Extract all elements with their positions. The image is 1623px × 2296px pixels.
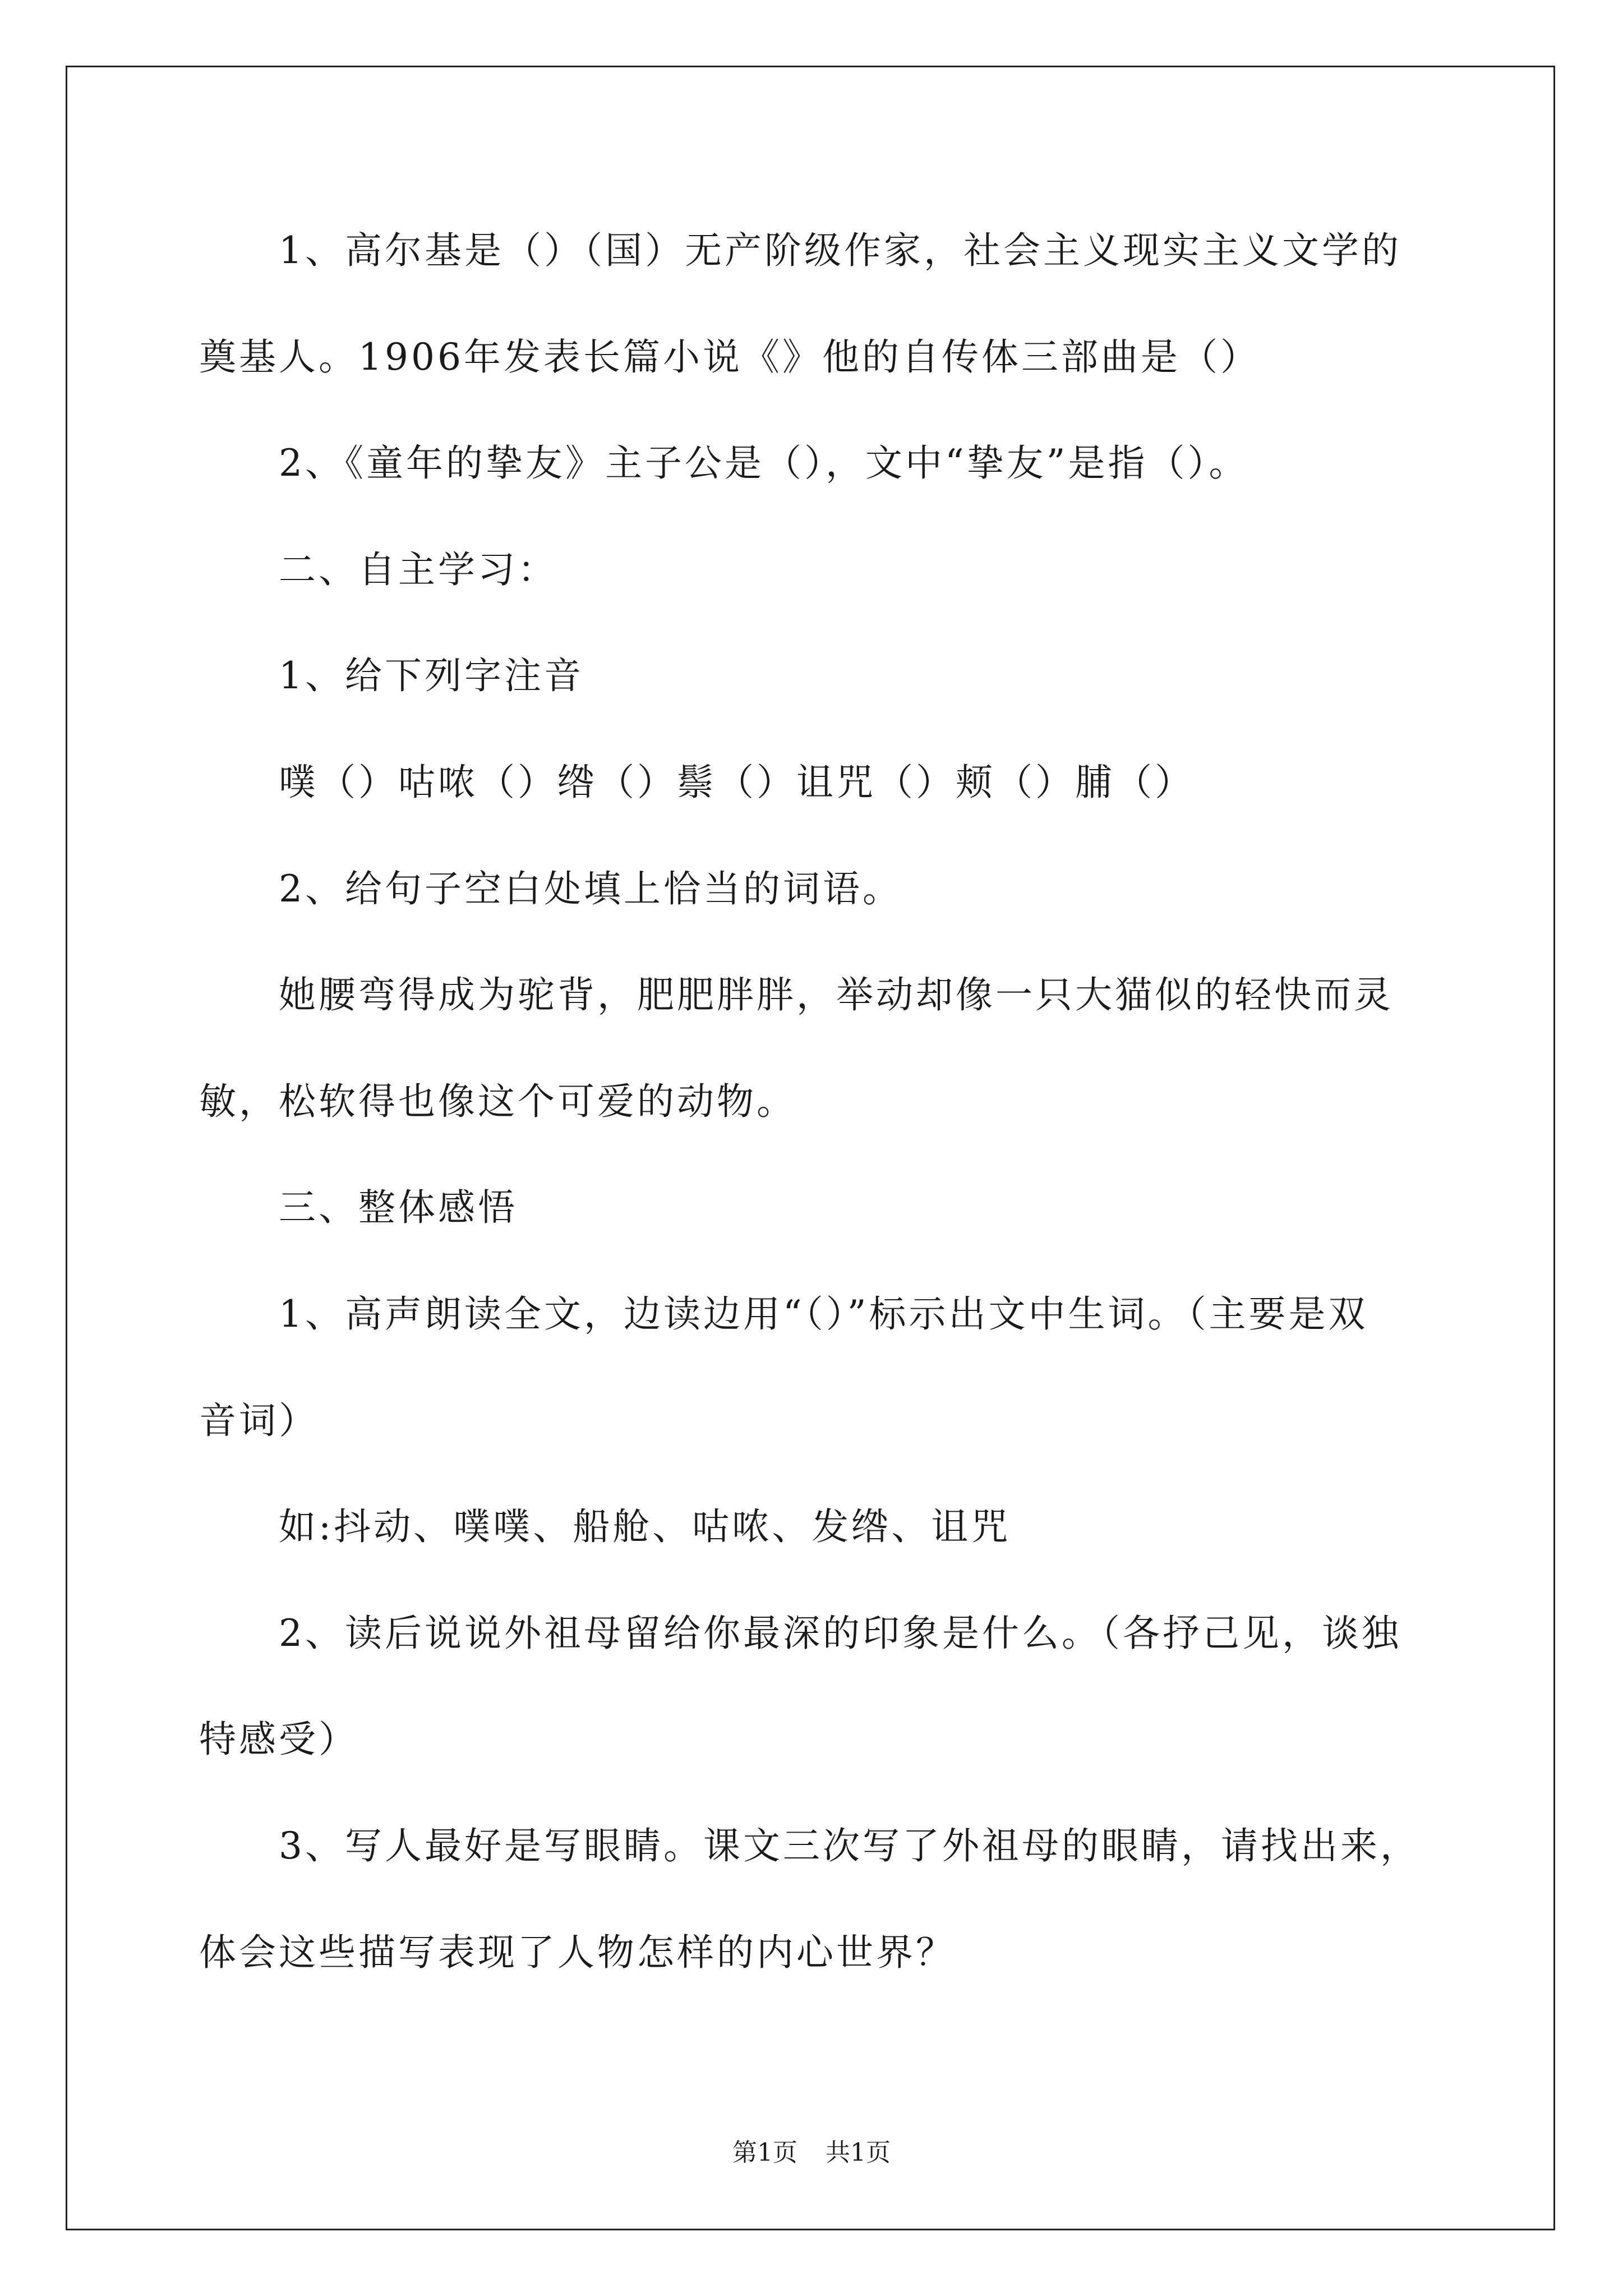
- page-number: 第1页: [732, 2138, 797, 2167]
- text-line-2: 奠基人。1906年发表长篇小说《》他的自传体三部曲是（）: [199, 335, 1260, 379]
- page-border: [66, 66, 1555, 2230]
- text-line-17: 体会这些描写表现了人物怎样的内心世界？: [199, 1931, 956, 1974]
- text-line-13: 如:抖动、噗噗、船舱、咕哝、发绺、诅咒: [279, 1505, 1011, 1548]
- text-line-15: 特感受）: [199, 1718, 358, 1761]
- text-line-5: 1、给下列字注音: [279, 654, 584, 697]
- text-line-11: 1、高声朗读全文，边读边用“（）”标示出文中生词。（主要是双: [279, 1292, 1368, 1336]
- text-line-3: 2、《童年的挚友》主子公是（），文中“挚友”是指（）。: [279, 441, 1249, 485]
- page-footer: [0, 2136, 1623, 2170]
- section-heading-3: 三、整体感悟: [279, 1186, 518, 1229]
- text-line-6: 噗（）咕哝（）绺（）鬃（）诅咒（）颊（）脯（）: [279, 761, 1195, 804]
- text-line-1: 1、高尔基是（）（国）无产阶级作家，社会主义现实主义文学的: [279, 229, 1401, 272]
- page-total: 共1页: [826, 2138, 891, 2167]
- text-line-16: 3、写人最好是写眼睛。课文三次写了外祖母的眼睛，请找出来，: [279, 1824, 1420, 1867]
- text-line-9: 敏，松软得也像这个可爱的动物。: [199, 1080, 796, 1123]
- text-line-8: 她腰弯得成为驼背，肥肥胖胖，举动却像一只大猫似的轻快而灵: [279, 973, 1394, 1016]
- text-line-14: 2、读后说说外祖母留给你最深的印象是什么。（各抒己见，谈独: [279, 1612, 1401, 1655]
- text-line-12: 音词）: [199, 1399, 319, 1442]
- text-line-7: 2、给句子空白处填上恰当的词语。: [279, 867, 902, 910]
- section-heading-2: 二、自主学习：: [279, 548, 557, 591]
